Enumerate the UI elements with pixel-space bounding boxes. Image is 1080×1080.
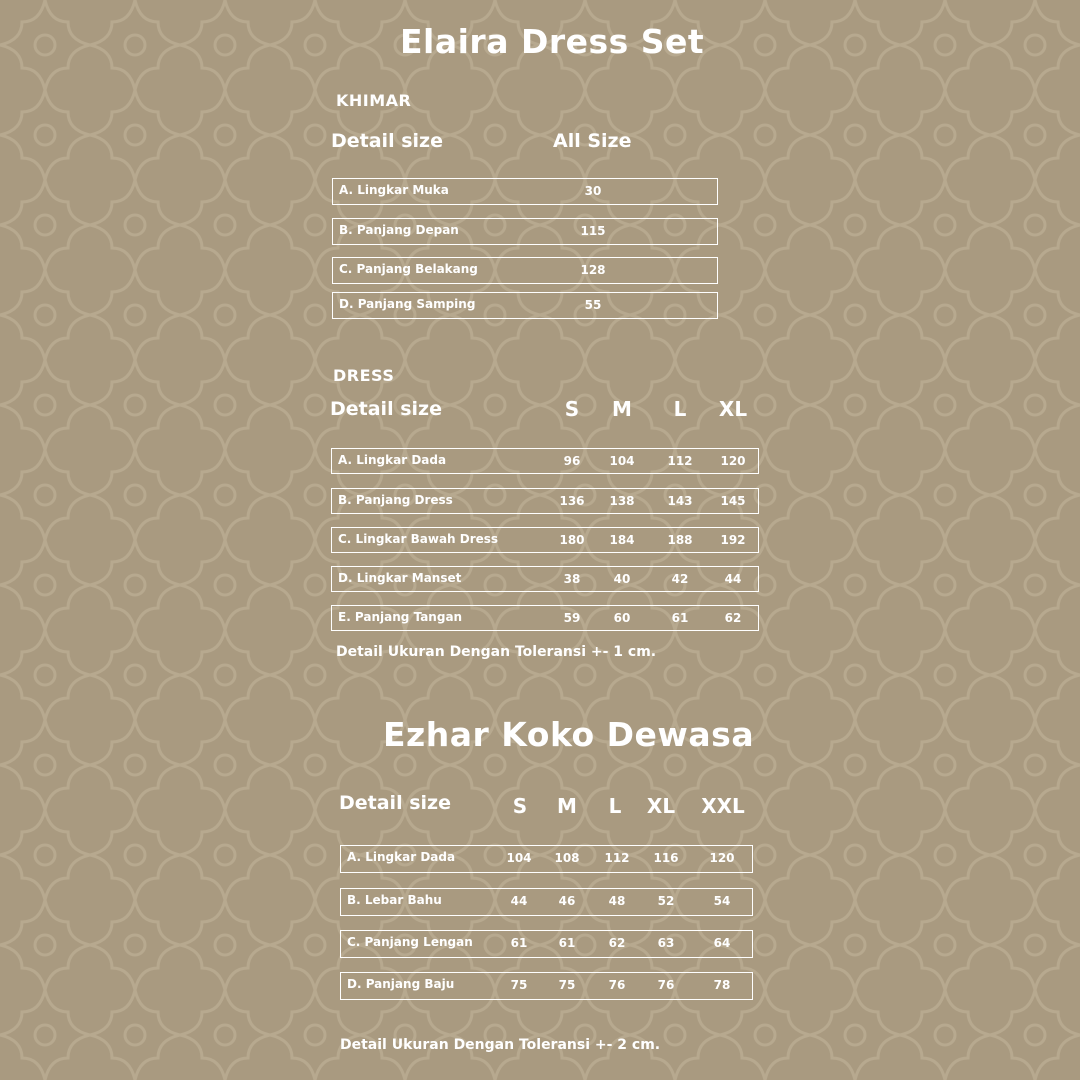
ezhar-cell: 120: [709, 851, 735, 865]
ezhar-cell: 75: [510, 978, 528, 992]
dress-row: [331, 566, 759, 592]
khimar-row-value: 128: [580, 263, 606, 277]
ezhar-cell: 64: [713, 936, 731, 950]
khimar-detail-size-label: Detail size: [331, 130, 443, 152]
ezhar-row-label: B. Lebar Bahu: [347, 893, 442, 907]
ezhar-cell: 104: [506, 851, 532, 865]
dress-size-header: XL: [718, 397, 748, 421]
ezhar-size-header: XL: [646, 794, 676, 818]
ezhar-row-label: D. Panjang Baju: [347, 977, 455, 991]
khimar-section-label: KHIMAR: [336, 91, 412, 110]
dress-row-label: E. Panjang Tangan: [338, 610, 463, 624]
ezhar-cell: 46: [558, 894, 576, 908]
dress-cell: 138: [609, 494, 635, 508]
ezhar-cell: 54: [713, 894, 731, 908]
khimar-row-value: 30: [584, 184, 602, 198]
ezhar-cell: 75: [558, 978, 576, 992]
dress-cell: 120: [720, 454, 746, 468]
ezhar-row-label: C. Panjang Lengan: [347, 935, 473, 949]
ezhar-cell: 116: [653, 851, 679, 865]
khimar-row-value: 115: [580, 224, 606, 238]
dress-cell: 59: [563, 611, 581, 625]
dress-cell: 38: [563, 572, 581, 586]
khimar-row-label: A. Lingkar Muka: [339, 183, 449, 197]
khimar-row-value: 55: [584, 298, 602, 312]
khimar-size-header: All Size: [553, 130, 632, 152]
dress-tolerance-note: Detail Ukuran Dengan Toleransi +- 1 cm.: [336, 644, 657, 660]
ezhar-tolerance-note: Detail Ukuran Dengan Toleransi +- 2 cm.: [340, 1037, 661, 1053]
dress-cell: 62: [724, 611, 742, 625]
dress-row: [331, 488, 759, 514]
khimar-row-label: D. Panjang Samping: [339, 297, 476, 311]
dress-cell: 145: [720, 494, 746, 508]
dress-cell: 104: [609, 454, 635, 468]
ezhar-title: Ezhar Koko Dewasa: [383, 715, 755, 754]
dress-size-header: L: [673, 397, 687, 421]
dress-row-label: D. Lingkar Manset: [338, 571, 462, 585]
ezhar-cell: 44: [510, 894, 528, 908]
dress-row: [331, 527, 759, 553]
ezhar-size-header: L: [608, 794, 622, 818]
ezhar-size-header: XXL: [701, 794, 745, 818]
ezhar-cell: 48: [608, 894, 626, 908]
dress-cell: 96: [563, 454, 581, 468]
dress-cell: 143: [667, 494, 693, 508]
ezhar-cell: 61: [558, 936, 576, 950]
ezhar-cell: 76: [608, 978, 626, 992]
khimar-row: [332, 218, 718, 245]
dress-cell: 40: [613, 572, 631, 586]
dress-cell: 42: [671, 572, 689, 586]
dress-cell: 136: [559, 494, 585, 508]
dress-size-header: M: [612, 397, 632, 421]
ezhar-cell: 63: [657, 936, 675, 950]
khimar-row: [332, 257, 718, 284]
ezhar-row: [340, 845, 753, 873]
khimar-row: [332, 292, 718, 319]
dress-cell: 180: [559, 533, 585, 547]
dress-cell: 188: [667, 533, 693, 547]
ezhar-row: [340, 972, 753, 1000]
ezhar-cell: 76: [657, 978, 675, 992]
dress-row-label: C. Lingkar Bawah Dress: [338, 532, 499, 546]
dress-cell: 60: [613, 611, 631, 625]
ezhar-size-header: S: [512, 794, 528, 818]
ezhar-cell: 52: [657, 894, 675, 908]
dress-detail-size-label: Detail size: [330, 398, 442, 420]
ezhar-cell: 108: [554, 851, 580, 865]
dress-row: [331, 605, 759, 631]
ezhar-row: [340, 930, 753, 958]
ezhar-row: [340, 888, 753, 916]
elaira-title: Elaira Dress Set: [400, 22, 705, 61]
ezhar-cell: 78: [713, 978, 731, 992]
dress-cell: 61: [671, 611, 689, 625]
dress-row: [331, 448, 759, 474]
ezhar-cell: 61: [510, 936, 528, 950]
dress-cell: 192: [720, 533, 746, 547]
khimar-row-label: B. Panjang Depan: [339, 223, 459, 237]
khimar-row-label: C. Panjang Belakang: [339, 262, 478, 276]
dress-cell: 112: [667, 454, 693, 468]
dress-cell: 184: [609, 533, 635, 547]
ezhar-size-header: M: [557, 794, 577, 818]
ezhar-row-label: A. Lingkar Dada: [347, 850, 456, 864]
khimar-row: [332, 178, 718, 205]
dress-row-label: B. Panjang Dress: [338, 493, 453, 507]
dress-row-label: A. Lingkar Dada: [338, 453, 447, 467]
dress-section-label: DRESS: [333, 366, 395, 385]
ezhar-cell: 62: [608, 936, 626, 950]
ezhar-cell: 112: [604, 851, 630, 865]
dress-size-header: S: [564, 397, 580, 421]
ezhar-detail-size-label: Detail size: [339, 792, 451, 814]
dress-cell: 44: [724, 572, 742, 586]
